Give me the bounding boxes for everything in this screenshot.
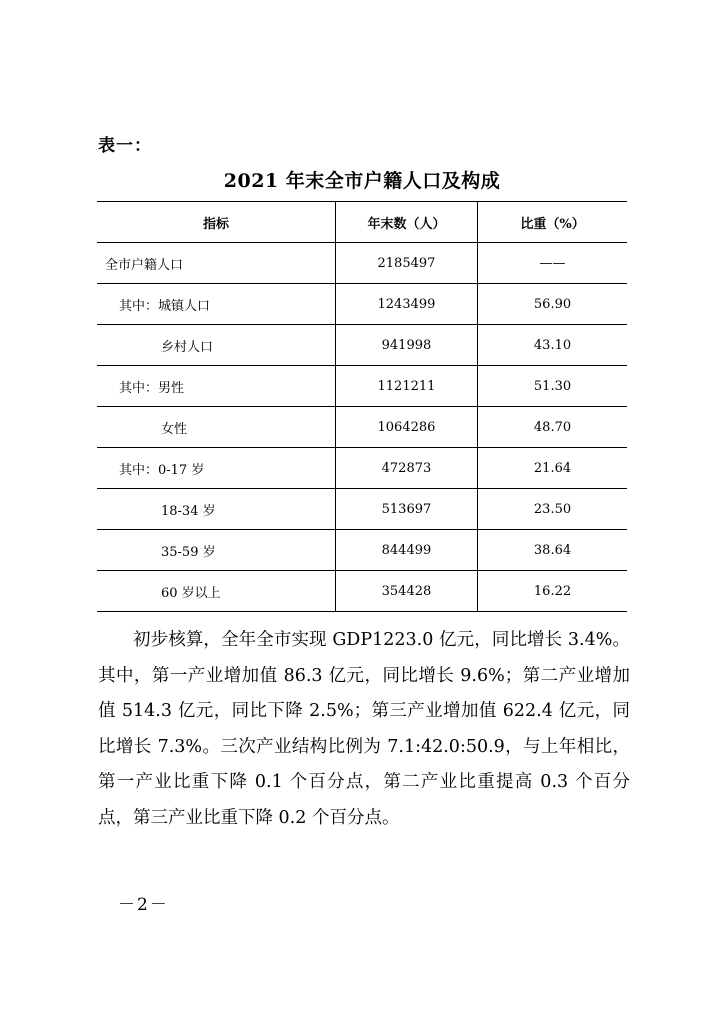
table-row (97, 489, 627, 530)
cell-count: 513697 (335, 489, 477, 530)
cell-indicator: 60 岁以上 (97, 571, 335, 612)
table-title: 2021 年末全市户籍人口及构成 (223, 170, 501, 192)
cell-ratio: 43.10 (478, 325, 627, 366)
cell-indicator: 35-59 岁 (97, 530, 335, 571)
cell-indicator: 全市户籍人口 (97, 243, 335, 284)
gdp-paragraph: 初步核算，全年全市实现 GDP1223.0 亿元，同比增长 3.4%。其中，第一产业增加值 86.3 亿元，同比增长 9.6%；第二产业增加值 514.3 亿元，同比下降 2.5%；第三产业增加值 622.4 亿元，同比增长 7.3%。三次产业结构比例为 7.1:42.0:50.9，与上年相比，第一产业比重下降 0.1 个百分点，第二产业比重提高 0.3 个百分点，第三产业比重下降 0.2 个百分点。 (98, 630, 630, 828)
population-table (97, 201, 627, 612)
header-indicator: 指标 (97, 202, 335, 243)
cell-indicator: 其中：城镇人口 (97, 284, 335, 325)
cell-ratio: 23.50 (478, 489, 627, 530)
cell-ratio: —— (478, 243, 627, 284)
header-ratio: 比重（%） (478, 202, 627, 243)
page-number: －2－ (118, 895, 169, 915)
table-row (97, 448, 627, 489)
table-label: 表一： (98, 136, 152, 156)
cell-count: 1121211 (335, 366, 477, 407)
cell-count: 472873 (335, 448, 477, 489)
cell-count: 2185497 (335, 243, 477, 284)
header-count: 年末数（人） (335, 202, 477, 243)
table-header-row (97, 202, 627, 243)
table-row (97, 530, 627, 571)
cell-ratio: 38.64 (478, 530, 627, 571)
table-row (97, 325, 627, 366)
cell-ratio: 16.22 (478, 571, 627, 612)
table-row (97, 243, 627, 284)
table-row (97, 366, 627, 407)
table-row (97, 407, 627, 448)
table-row (97, 284, 627, 325)
cell-indicator: 其中：0-17 岁 (97, 448, 335, 489)
table-row (97, 571, 627, 612)
cell-indicator: 18-34 岁 (97, 489, 335, 530)
cell-ratio: 48.70 (478, 407, 627, 448)
cell-indicator: 女性 (97, 407, 335, 448)
cell-ratio: 21.64 (478, 448, 627, 489)
cell-count: 941998 (335, 325, 477, 366)
cell-ratio: 51.30 (478, 366, 627, 407)
cell-count: 354428 (335, 571, 477, 612)
cell-count: 1064286 (335, 407, 477, 448)
cell-ratio: 56.90 (478, 284, 627, 325)
cell-count: 844499 (335, 530, 477, 571)
cell-indicator: 其中：男性 (97, 366, 335, 407)
cell-indicator: 乡村人口 (97, 325, 335, 366)
cell-count: 1243499 (335, 284, 477, 325)
table-body (97, 243, 627, 612)
